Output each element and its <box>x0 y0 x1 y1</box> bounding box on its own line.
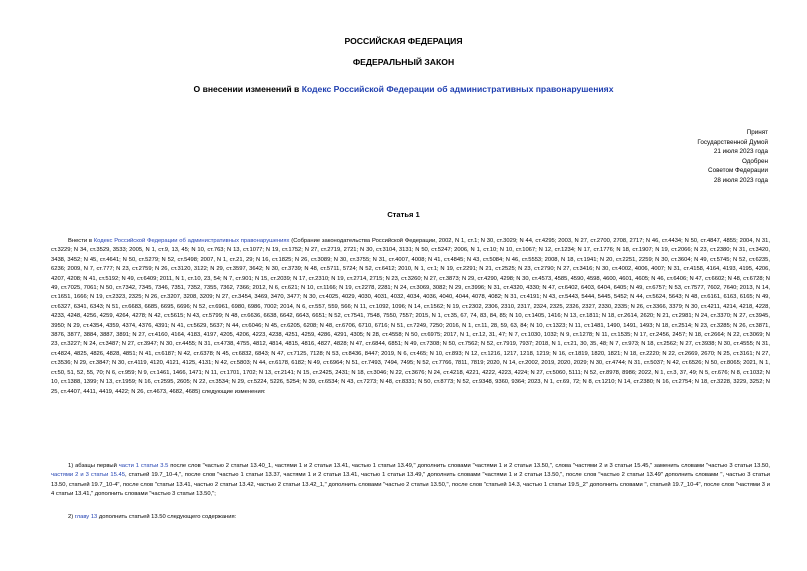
item2-number: 2) <box>68 514 75 520</box>
article-heading: Статья 1 <box>387 210 420 219</box>
adoption-line: Принят <box>746 129 768 136</box>
item1-number: 1) абзацы первый <box>68 463 119 469</box>
adoption-line: Одобрен <box>741 157 768 165</box>
title-code-link[interactable]: Кодекс Российской Федерации об административных правонарушениях <box>301 84 614 94</box>
title-prefix: О внесении изменений в <box>193 84 302 94</box>
document-country: РОССИЙСКАЯ ФЕДЕРАЦИЯ <box>344 36 463 46</box>
item2-link-chapter-13[interactable]: главу 13 <box>74 514 98 520</box>
intro-text: (Собрание законодательства Российской Федерации, 2002, N 1, ст.1; N 30, ст.3029; N 44, ст.4295; 2003, N 27, ст.2700, 2708, 2717; N 46, ст.4434; N 50, ст.4847, 4855; 2004, N 31, ст.3229; N 34, ст.3529, 3533; 2005, N 1, ст.9, 13, 45; N 10, ст.763; N 13, ст.1077; N 19, ст.1752; N 27, ст.2719, 2721; N 30, ст.3104, 3131; N 50, ст.5247; 2006, N 1, ст.10; N 10, ст.1067; N 12, ст.1234; N 17, ст.1776; N 18, ст.1907; N 19, ст.2066; N 23, ст.2380; N 31, ст.3420, 3438, 3452; N 45, ст.4641; N 50, ст.5279; N 52, ст.5498; 2007, N 1, ст.21, 29; N 16, ст.1825; N 26, ст.3089; N 30, ст.3755; N 31, ст.4007, 4008; N 41, ст.4845; N 43, ст.5084; N 46, ст.5553; 2008, N 18, ст.1941; N 20, ст.2251, 2259; N 30, ст.3604; N 49, ст.5745; N 52, ст.6235, 6236; 2009, N 7, ст.777; N 23, ст.2759; N 26, ст.3120, 3122; N 29, ст.3597, 3642; N 30, ст.3739; N 48, ст.5711, 5724; N 52, ст.6412; 2010, N 1, ст.1; N 19, ст.2291; N 21, ст.2525; N 23, ст.2790; N 27, ст.3416; N 30, ст.4002, 4006, 4007; N 31, ст.4158, 4164, 4193, 4195, 4206, 4207, 4208; N 41, ст.5192; N 49, ст.6409; 2011, N 1, ст.10, 23, 54; N 7, ст.901; N 15, ст.2039; N 17, ст.2310; N 19, ст.2714, 2715; N 23, ст.3260; N 27, ст.3873; N 29, ст.4290, 4298; N 30, ст.4573, 4585, 4590, 4598, 4600, 4601, 4605; N 46, ст.6406; N 47, ст.6602; N 48, ст.6728; N 49, ст.7025, 7061; N 50, ст.7342, 7345, 7346, 7351, 7352, 7355, 7362, 7366; 2012, N 6, ст.621; N 10, ст.1166; N 19, ст.2278, 2281; N 24, ст.3069, 3082; N 29, ст.3996; N 31, ст.4320, 4330; N 47, ст.6402, 6403, 6404, 6405; N 49, ст.6757; N 53, ст.7577, 7602, 7640; 2013, N 14, ст.1651, 1666; N 19, ст.2323, 2325; N 26, ст.3207, 3208, 3209; N 27, ст.3454, 3469, 3470, 3477; N 30, ст.4025, 4029, 4030, 4031, 4032, 4034, 4036, 4040, 4044, 4078, 4082; N 31, ст.4191; N 43, ст.5443, 5444, 5445, 5452; N 44, ст.5624, 5643; N 48, ст.6161, 6163, 6165; N 49, ст.6327, 6341, 6343; N 51, ст.6683, 6685, 6695, 6696; N 52, ст.6961, 6980, 6986, 7002; 2014, N 6, ст.557, 559, 566; N 11, ст.1092, 1096; N 14, ст.1562; N 19, ст.2302, 2306, 2310, 2317, 2324, 2325, 2326, 2327, 2330, 2335; N 26, ст.3366, 3379; N 30, ст.4211, 4214, 4218, 4228, 4233, 4248, 4256, 4259, 4264, 4278; N 42, ст.5615; N 43, ст.5799; N 48, ст.6636, 6638, 6642, 6643, 6651; N 52, ст.7541, 7548, 7550, 7557; 2015, N 1, ст.35, 67, 74, 83, 84, 85; N 10, ст.1405, 1416; N 13, ст.1811; N 18, ст.2614, 2620; N 21, ст.2981; N 24, ст.3370; N 27, ст.3945, 3950; N 29, ст.4354, 4359, 4374, 4376, 4391; N 41, ст.5629, 5637; N 44, ст.6046; N 45, ст.6205, 6208; N 48, ст.6706, 6710, 6716; N 51, ст.7249, 7250; 2016, N 1, ст.11, 28, 59, 63, 84; N 10, ст.1323; N 11, ст.1481, 1490, 1491, 1493; N 18, ст.2514; N 23, ст.3285; N 26, ст.3871, 3876, 3877, 3884, 3887, 3891; N 27, ст.4160, 4164, 4183, 4197, 4205, 4206, 4223, 4238, 4251, 4259, 4286, 4291, 4305; N 28, ст.4558; N 50, ст.6975; 2017, N 1, ст.12, 31, 47; N 7, ст.1030, 1032; N 9, ст.1278; N 11, ст.1535; N 17, ст.2456, 2457; N 18, ст.2664; N 22, ст.3069; N 23, ст.3227; N 24, ст.3487; N 27, ст.3947; N 30, ст.4455; N 31, ст.4738, 4755, 4812, 4814, 4815, 4816, 4827, 4828; N 47, ст.6844, 6851; N 49, ст.7308; N 50, ст.7562; N 52, ст.7919, 7937; 2018, N 1, ст.21, 30, 35, 48; N 7, ст.973; N 18, ст.2562; N 27, ст.3938; N 30, ст.4555; N 31, ст.4824, 4825, 4826, 4828, 4851; N 41, ст.6187; N 42, ст.6378; N 45, ст.6832, 6843; N 47, ст.7125, 7128; N 53, ст.8436, 8447; 2019, N 6, ст.465; N 10, ст.893; N 12, ст.1216, 1217, 1218, 1219; N 16, ст.1819, 1820, 1821; N 18, ст.2220; N 22, ст.2669, 2670; N 25, ст.3161; N 27, ст.3536; N 29, ст.3847; N 30, ст.4119, 4120, 4121, 4125, 4131; N 42, ст.5803; N 44, ст.6178, 6182; N 49, ст.6964; N 51, ст.7493, 7494, 7495; N 52, ст.7766, 7811, 7819; 2020, N 14, ст.2002, 2019, 2020, 2029; N 30, ст.4744; N 31, ст.5037; N 42, ст.6526; N 50, ст.8065; 2021, N 1, ст.50, 51, 52, 55, 70; N 6, ст.959; N 9, ст.1461, 1466, 1471; N 11, ст.1701, 1702; N 13, ст.2141; N 15, ст.2425, 2431; N 18, ст.3046; N 22, ст.3676; N 24, ст.4218, 4221, 4222, 4223, 4224; N 27, ст.5060, 5111; N 52, ст.8978, 8986; 2022, N 1, ст.3, 37, 49; N 5, ст.676; N 8, ст.1032; N 10, ст.1388, 1399; N 13, ст.1959; N 16, ст.2595, 2605; N 22, ст.3534; N 29, ст.5224, 5226, 5254; N 39, ст.6534; N 43, ст.7273; N 48, ст.8331; N 50, ст.8773; N 52, ст.9348, 9360, 9364; 2023, N 1, ст.69, 72; N 8, ст.1210; N 14, ст.2380; N 16, ст.2754; N 18, ст.3228, 3229, 3252; N 25, ст.4407, 4411, 4419, 4422; N 26, ст.4673, 4682, 4685) следующие изменения: <box>51 238 770 395</box>
amendment-item-2 <box>51 513 770 522</box>
adoption-line: Государственной Думой <box>697 138 768 146</box>
adoption-line: Советом Федерации <box>708 167 768 175</box>
adoption-block <box>697 128 768 186</box>
item2-text: дополнить статьей 13.50 следующего содержания: <box>97 514 237 520</box>
item1-link-article-3-5[interactable]: части 1 статьи 3.5 <box>118 463 169 469</box>
amendment-item-1 <box>51 462 770 500</box>
intro-code-link[interactable]: Кодекс Российской Федерации об административных правонарушениях <box>93 238 290 244</box>
document-law-type: ФЕДЕРАЛЬНЫЙ ЗАКОН <box>352 57 455 67</box>
item1-link-article-15-45[interactable]: частями 2 и 3 статьи 15.45 <box>51 472 125 479</box>
adoption-line: 28 июля 2023 года <box>713 176 768 184</box>
intro-lead: Внести в <box>68 238 94 244</box>
adoption-line: 21 июля 2023 года <box>713 148 768 156</box>
document-title <box>0 84 807 94</box>
intro-paragraph <box>51 237 770 397</box>
item1-text-2: , статьей 19.7_10-4,", после слов "частью 1 статьи 13.37, частями 1 и 2 статьи 13.41, частью 1 статьи 13.49," дополнить словами "частями 1 и 2 статьи 13.50,", после слов "частью 2 статьи 13.49" дополнить словами ", частью 3 статьи 13.50, статьей 19.7_10-4", после слов "статьи 13.41, частью 2 статьи 13.42, частью 2 статьи 13.42_1," дополнить словами "частью 2 статьи 13.50,", после слов "статьей 14.3, частью 1 статьи 19.5_2" дополнить словами ", статьей 19.7_10-4", после слов "частями 3 и 4 статьи 13.41," дополнить словами "частью 3 статьи 13.50,"; <box>51 472 770 498</box>
item1-text: после слов "частью 2 статьи 13.40_1, частями 1 и 2 статьи 13.41, частью 1 статьи 13.49," дополнить словами "частями 1 и 2 статьи 13.50,", слова "частями 2 и 3 статьи 15.45," заменить словами "частью 3 статьи 13.50, <box>168 463 770 469</box>
